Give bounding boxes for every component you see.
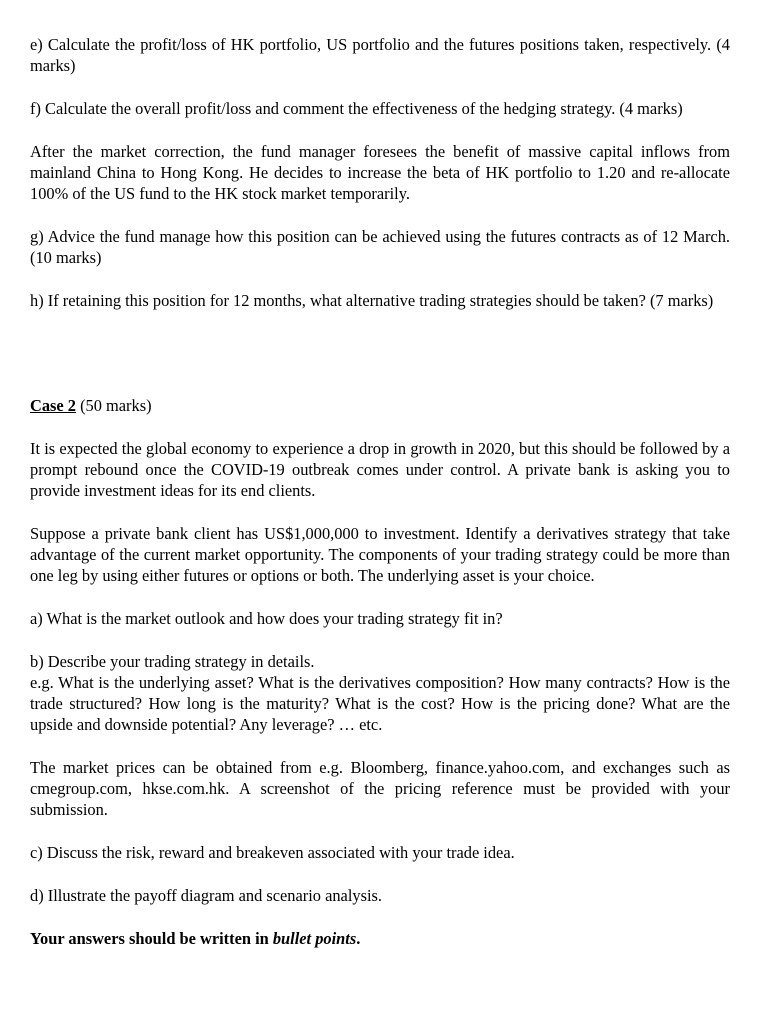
final-instruction-prefix: Your answers should be written in bbox=[30, 929, 273, 948]
question-c: c) Discuss the risk, reward and breakeven associated with your trade idea. bbox=[30, 843, 515, 862]
question-b: b) Describe your trading strategy in details. bbox=[30, 652, 315, 671]
question-b-detail: e.g. What is the underlying asset? What is the derivatives composition? How many contracts? How is the trade structured? How long is the maturity? What is the cost? How is the pricing done? What are the upside and downside potential? Any leverage? … etc. bbox=[30, 673, 730, 734]
final-instruction bbox=[30, 928, 730, 949]
question-f: f) Calculate the overall profit/loss and comment the effectiveness of the hedging strategy. (4 marks) bbox=[30, 99, 683, 118]
document-page bbox=[30, 34, 730, 949]
final-instruction-suffix: . bbox=[356, 929, 361, 948]
case2-title: Case 2 bbox=[30, 396, 76, 415]
final-instruction-emphasis: bullet points bbox=[272, 929, 357, 948]
case2-paragraph-3: The market prices can be obtained from e.g. Bloomberg, finance.yahoo.com, and exchanges such as cmegroup.com, hkse.com.hk. A screenshot of the pricing reference must be provided with your submission. bbox=[30, 758, 730, 819]
case2-paragraph-2: Suppose a private bank client has US$1,000,000 to investment. Identify a derivatives strategy that take advantage of the current market opportunity. The components of your trading strategy could be more than one leg by using either futures or options or both. The underlying asset is your choice. bbox=[30, 524, 730, 585]
question-d: d) Illustrate the payoff diagram and scenario analysis. bbox=[30, 886, 382, 905]
case2-paragraph-1: It is expected the global economy to experience a drop in growth in 2020, but this should be followed by a prompt rebound once the COVID-19 outbreak comes under control. A private bank is asking you to provide investment ideas for its end clients. bbox=[30, 439, 730, 500]
case2-marks: (50 marks) bbox=[75, 396, 152, 415]
question-g: g) Advice the fund manage how this position can be achieved using the futures contracts as of 12 March. (10 marks) bbox=[30, 227, 730, 267]
question-a: a) What is the market outlook and how does your trading strategy fit in? bbox=[30, 609, 503, 628]
case2-heading bbox=[30, 395, 730, 416]
question-h: h) If retaining this position for 12 months, what alternative trading strategies should be taken? (7 marks) bbox=[30, 291, 714, 310]
question-e: e) Calculate the profit/loss of HK portfolio, US portfolio and the futures positions taken, respectively. (4 marks) bbox=[30, 35, 730, 75]
case1-intro-paragraph: After the market correction, the fund manager foresees the benefit of massive capital inflows from mainland China to Hong Kong. He decides to increase the beta of HK portfolio to 1.20 and re-allocate 100% of the US fund to the HK stock market temporarily. bbox=[30, 142, 730, 203]
